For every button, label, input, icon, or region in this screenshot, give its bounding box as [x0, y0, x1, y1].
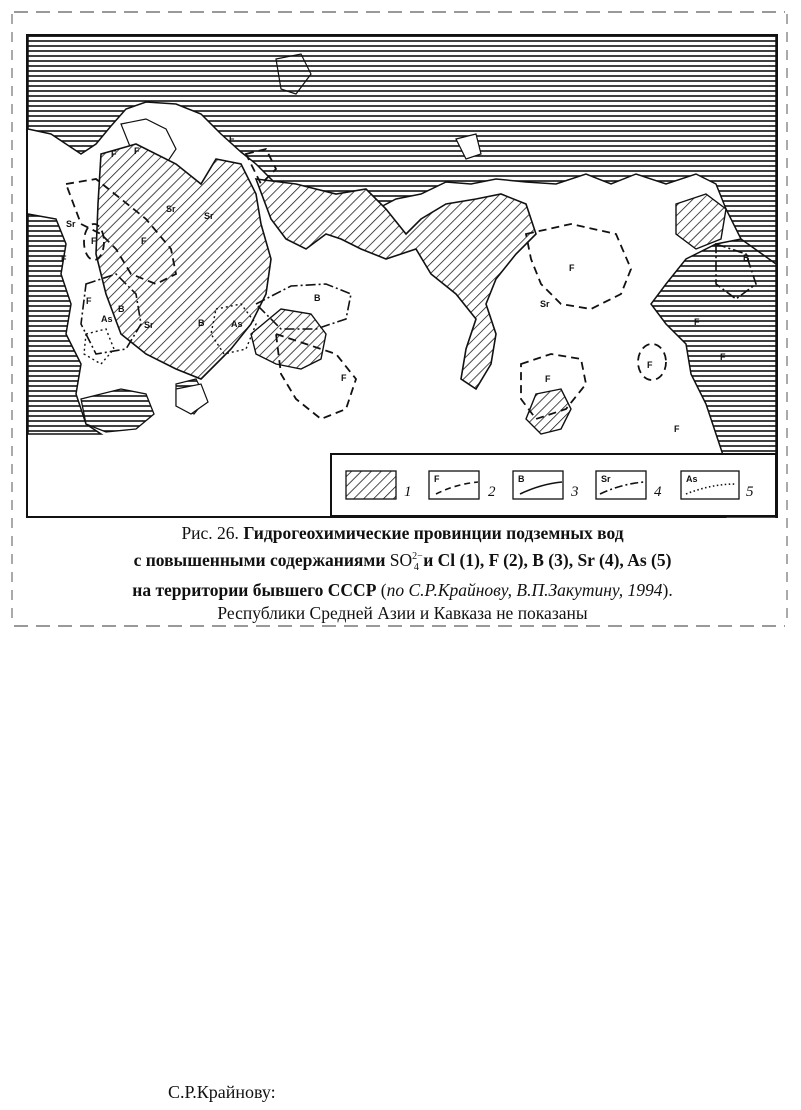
label-b: B: [118, 304, 125, 314]
label-sr: Sr: [66, 219, 76, 229]
label-sr: Sr: [204, 211, 214, 221]
legend-key-4: Sr: [601, 474, 611, 484]
label-f: F: [569, 263, 575, 273]
label-f: F: [341, 373, 347, 383]
label-b: B: [314, 293, 321, 303]
caption-line-1: Рис. 26. Гидрогеохимические провинции подземных вод: [181, 523, 624, 543]
label-f: F: [111, 149, 117, 159]
label-f: F: [134, 146, 140, 156]
label-f: F: [91, 236, 97, 246]
label-as: As: [231, 319, 243, 329]
label-f: F: [61, 254, 67, 264]
label-f: F: [720, 352, 726, 362]
figure-caption: [30, 522, 775, 625]
legend-number-2: 2: [488, 484, 496, 500]
hydrogeochemical-map: [26, 34, 778, 518]
label-f: F: [86, 296, 92, 306]
legend-key-5: As: [686, 474, 698, 484]
footer-text: С.Р.Крайнову:: [168, 1082, 276, 1102]
legend-number-1: 1: [404, 484, 412, 500]
label-f: F: [694, 317, 700, 327]
label-as: As: [101, 314, 113, 324]
label-f: F: [229, 134, 235, 144]
label-f: F: [545, 374, 551, 384]
legend-number-4: 4: [654, 484, 662, 500]
label-f: F: [141, 236, 147, 246]
label-sr: Sr: [144, 320, 154, 330]
legend-key-3: B: [518, 474, 525, 484]
legend-swatch-1: [346, 471, 396, 499]
legend: [331, 454, 776, 516]
label-b: B: [743, 253, 750, 263]
label-sr: Sr: [540, 299, 550, 309]
label-sr: Sr: [166, 204, 176, 214]
label-f: F: [674, 424, 680, 434]
legend-key-2: F: [434, 474, 440, 484]
legend-number-5: 5: [746, 484, 754, 500]
caption-line-3: на территории бывшего СССР (по С.Р.Крайнову, В.П.Закутину, 1994).: [132, 580, 673, 601]
label-f: F: [647, 360, 653, 370]
caption-line-4: Республики Средней Азии и Кавказа не показаны: [217, 603, 588, 624]
label-b: B: [198, 318, 205, 328]
caption-line-2: с повышенными содержаниями $SO^{2-}_4$ и Cl (1), F (2), B (3), Sr (4), As (5): [133, 549, 672, 574]
legend-number-3: 3: [571, 484, 579, 500]
